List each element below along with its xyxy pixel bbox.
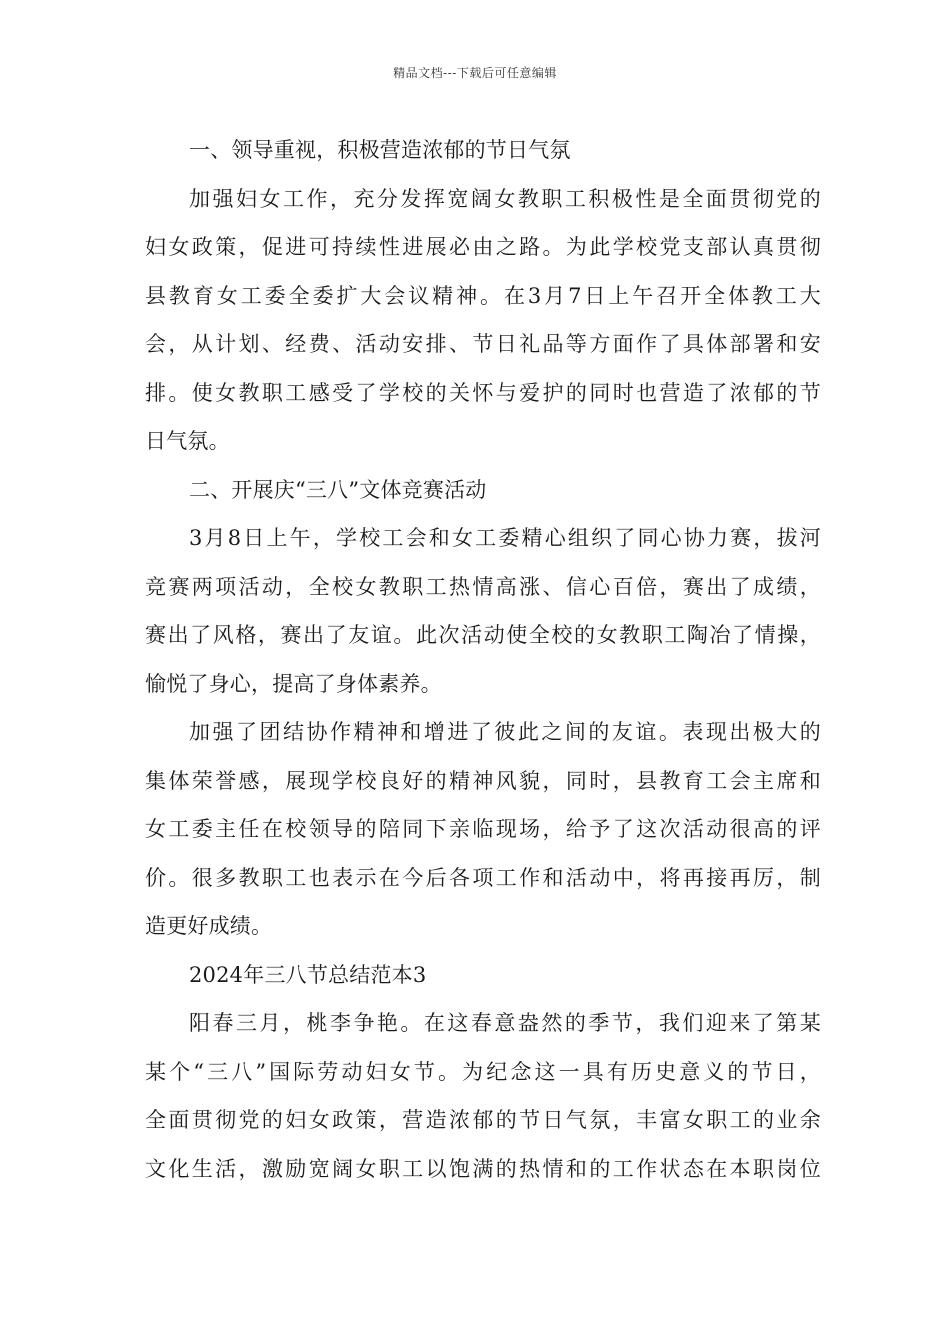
paragraph-line: 3月8日上午，学校工会和女工委精心组织了同心协力赛，拔河	[189, 526, 821, 550]
paragraph-line: 女工委主任在校领导的陪同下亲临现场，给予了这次活动很高的评	[145, 817, 821, 841]
paragraph-line: 加强妇女工作，充分发挥宽阔女教职工积极性是全面贯彻党的	[189, 186, 821, 211]
paragraph-line: 日气氛。	[145, 429, 230, 453]
paragraph-line: 造更好成绩。	[145, 914, 273, 938]
paragraph-line: 价。很多教职工也表示在今后各项工作和活动中，将再接再厉，制	[145, 865, 821, 890]
paragraph-line: 文化生活，激励宽阔女职工以饱满的热情和的工作状态在本职岗位	[145, 1156, 821, 1181]
paragraph-line: 阳春三月，桃李争艳。在这春意盎然的季节，我们迎来了第某	[189, 1011, 821, 1035]
paragraph-line: 愉悦了身心，提高了身体素养。	[145, 671, 442, 696]
paragraph-line: 县教育女工委全委扩大会议精神。在3月7日上午召开全体教工大	[145, 283, 821, 308]
section-title-3: 2024年三八节总结范本3	[189, 962, 427, 987]
section-heading-1: 一、领导重视，积极营造浓郁的节日气氛	[189, 138, 571, 162]
paragraph-line: 加强了团结协作精神和增进了彼此之间的友谊。表现出极大的	[189, 720, 821, 744]
document-body	[145, 132, 821, 1199]
paragraph-line: 排。使女教职工感受了学校的关怀与爱护的同时也营造了浓郁的节	[145, 380, 821, 405]
paragraph-line: 会，从计划、经费、活动安排、节日礼品等方面作了具体部署和安	[145, 332, 821, 356]
page-header-watermark: 精品文档---下载后可任意编辑	[393, 66, 557, 80]
paragraph-line: 集体荣誉感，展现学校良好的精神风貌，同时，县教育工会主席和	[145, 768, 821, 793]
paragraph-line: 赛出了风格，赛出了友谊。此次活动使全校的女教职工陶冶了情操，	[145, 623, 821, 647]
section-heading-2: 二、开展庆“三八”文体竞赛活动	[189, 477, 487, 502]
paragraph-line: 全面贯彻党的妇女政策，营造浓郁的节日气氛，丰富女职工的业余	[145, 1108, 821, 1132]
paragraph-line: 妇女政策，促进可持续性进展必由之路。为此学校党支部认真贯彻	[145, 235, 821, 259]
paragraph-line: 竞赛两项活动，全校女教职工热情高涨、信心百倍，赛出了成绩，	[145, 574, 821, 599]
paragraph-line: 某个“三八”国际劳动妇女节。为纪念这一具有历史意义的节日，	[145, 1059, 821, 1084]
